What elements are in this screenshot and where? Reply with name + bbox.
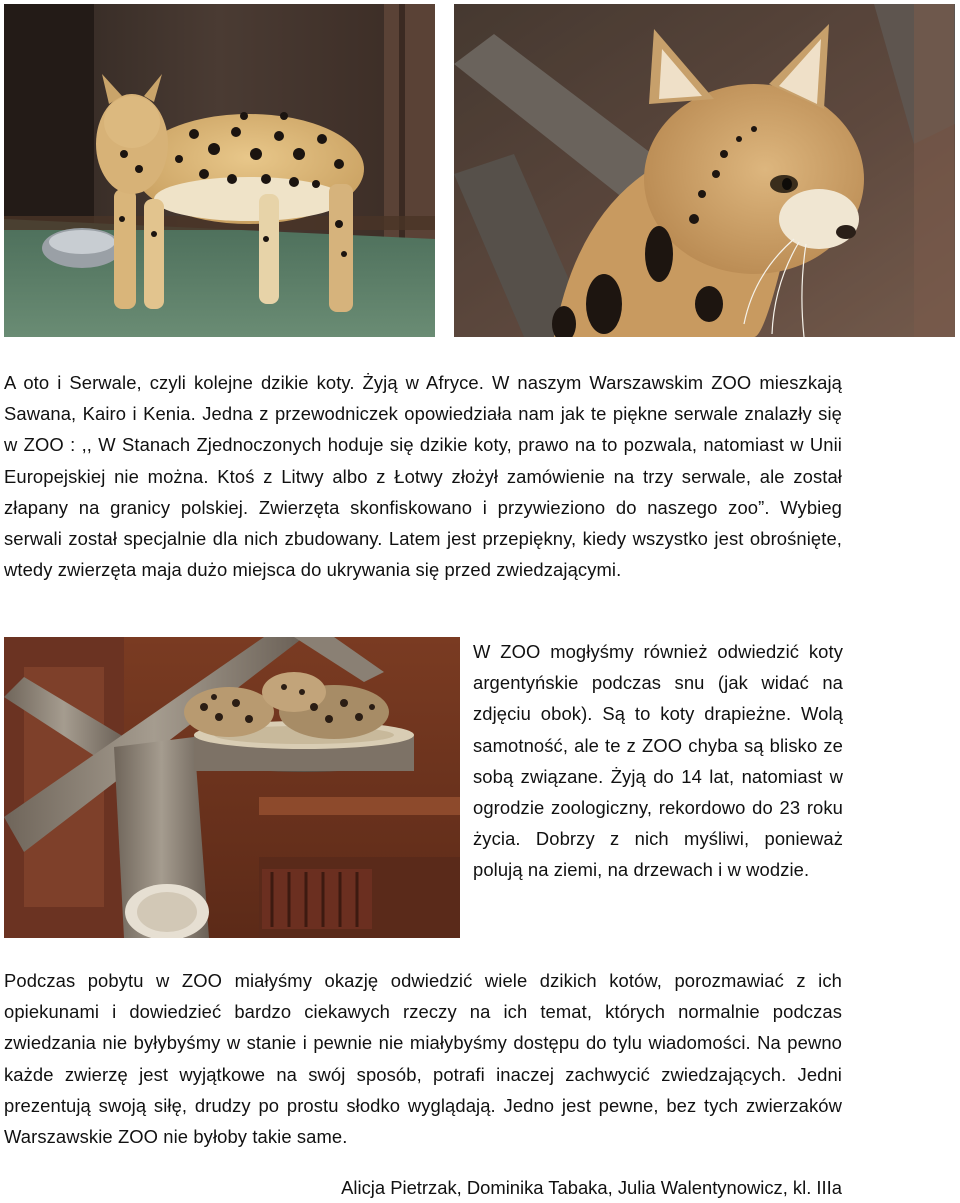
argentine-cats-paragraph: W ZOO mogłyśmy również odwiedzić koty argentyńskie podczas snu (jak widać na zdjęciu obok). Są to koty drapieżne. Wolą samotność, ale te z ZOO chyba są blisko ze sobą związane. Żyją do 14 lat, natomiast w ogrodzie zoologiczny, rekordowo do 23 roku życia. Dobrzy z nich myśliwi, ponieważ polują na ziemi, na drzewach i w wodzie. [473, 641, 843, 881]
serval-standing-illustration [4, 4, 435, 337]
serval-standing-photo [4, 4, 435, 337]
summary-paragraph: Podczas pobytu w ZOO miałyśmy okazję odwiedzić wiele dzikich kotów, porozmawiać z ich opiekunami i dowiedzieć bardzo ciekawych rzeczy na ich temat, których normalnie podczas zwiedzania nie byłybyśmy w stanie i pewnie nie miałybyśmy dostępu do tylu wiadomości. Na pewno każde zwierzę jest wyjątkowe na swój sposób, potrafi inaczej zachwycić zwiedzających. Jedni prezentują swoją siłę, drudzy po prostu słodko wyglądają. Jedno jest pewne, bez tych zwierzaków Warszawskie ZOO nie byłoby takie same. [4, 970, 842, 1148]
author-signature: Alicja Pietrzak, Dominika Tabaka, Julia Walentynowicz, kl. IIIa [341, 1177, 842, 1198]
serval-portrait-photo [454, 4, 955, 337]
argentine-cats-sleeping-photo [4, 637, 460, 938]
sleeping-cats-illustration [4, 637, 460, 938]
servals-paragraph: A oto i Serwale, czyli kolejne dzikie koty. Żyją w Afryce. W naszym Warszawskim ZOO mieszkają Sawana, Kairo i Kenia. Jedna z przewodniczek opowiedziała nam jak te piękne serwale znalazły się w ZOO : ,, W Stanach Zjednoczonych hoduje się dzikie koty, prawo na to pozwala, natomiast w Unii Europejskiej nie można. Ktoś z Litwy albo z Łotwy złożył zamówienie na trzy serwale, ale został złapany na granicy polskiej. Zwierzęta skonfiskowano i przywieziono do naszego zoo”. Wybieg serwali został specjalnie dla nich zbudowany. Latem jest przepiękny, kiedy wszystko jest obrośnięte, wtedy zwierzęta maja dużo miejsca do ukrywania się przed zwiedzającymi. [4, 372, 842, 581]
serval-portrait-illustration [454, 4, 955, 337]
